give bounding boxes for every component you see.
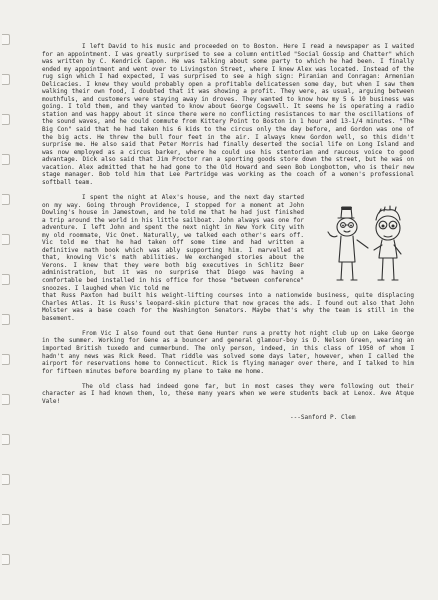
- paragraph-providence: I spent the night at Alex's house, and the next day started on my way. Going through Providence, I stopped for a moment at John Dowling's house in Jamestown, and he told me that he had just finished a trip around the world in his little sailboat. John always was one for adventure. I left John and spent the next night in New York City with my old roommate, Vic Onet. Naturally, we talked each other's ears off. Vic told me that he had taken off some time and had written a definitive math book which was ably supporting him. I marvelled at that, knowing Vic's math abilities. We exchanged stories about the Verons. I knew that they were both big executives in Schlitz Beer administration, but it was no surprise that Diego was having a comfortable bed installed in his office for those "between conference" snoozes. I laughed when Vic told me: [42, 193, 304, 292]
- binder-hole: [2, 474, 10, 485]
- paragraph-with-cartoon: [42, 194, 414, 292]
- binder-holes: [2, 0, 14, 600]
- paragraph-lake-george: From Vic I also found out that Gene Hunter runs a pretty hot night club up on Lake George in the summer. Working for Gene as a bouncer and general glamour-boy is D. Nelson Green, wearing an imported British tuxedo and cummerbund. The only person, indeed, in this class of 1950 of whom I hadn't any news was Rick Reed. That riddle was solved some days later, however, when I called the airport for reservations home to Connecticut. Rick is flying manager over there, and I talked to him for fifteen minutes before boarding my plane to take me home.: [42, 329, 414, 375]
- binder-hole: [2, 394, 10, 405]
- paragraph-closing: The old class had indeed gone far, but in most cases they were following out their character as I had known them, lo, these many years when we were students back at Lenox. Ave Atque Vale!: [42, 382, 414, 405]
- binder-hole: [2, 434, 10, 445]
- binder-hole: [2, 514, 10, 525]
- binder-hole: [2, 154, 10, 165]
- paragraph-boston: I left David to his music and proceeded on to Boston. Here I read a newspaper as I waited for an appointment. I was greatly surprised to see a column entitled "Social Gossip and Chatter" which was written by C. Kendrick Capon. He was talking about some party to which he had been. I finally ended my appointment and went over to Livingston Street, where I knew Alex was located. Instead of the rug sign which I had expected, I was surprised to see a high sign: Piranian and Conragan: Armenian Delicacies. I knew they would probably open a profitable delicatessen some day, but when I saw them walking their own food, I doubted that it was showing a profit. They were, as usual, arguing between mouthfuls, and customers were staying away in droves. They wanted to know how my 5 & 10 business was going. I told them, and they wanted to know about George Cogswell. It seems he is operating a radio station and was happy about it since there were no conflicting resistances to mar the oscillations of the sound waves, and he could commute from Kittery Point to Boston in 1 hour and 13-1/4 minutes. "The Big Con" said that he had taken his 6 kids to the circus only the day before, and Gordon was one of the big acts. He threw the bull four feet in the air. I always knew Gordon well, so this didn't surprise me. He also said that Peter Morris had finally deserted the social life on Long Island and was now employed as a circus barker, where he could use his stentorian and raucous voice to good advantage. Dick also said that Jim Proctor ran a sporting goods store down the street, but he was on vacation. Alex admitted that he had gone to the Old Howard and seen Bob Longbottom, who is their new stage manager. Bob told him that Lee Partridge was working as the coach of a women's professional softball team.: [42, 43, 414, 186]
- paragraph-providence-continued: that Russ Paxton had built his weight-lifting courses into a nationwide business, quite displacing Charles Atlas. It is Russ's leopard-skin picture that now graces the ads. I found out also that John Molster was a base coach for the Washington Senators. Maybe that's why the team is still in the basement.: [42, 292, 414, 322]
- binder-hole: [2, 34, 10, 45]
- binder-hole: [2, 314, 10, 325]
- body-text: [42, 43, 414, 422]
- binder-hole: [2, 194, 10, 205]
- binder-hole: [2, 234, 10, 245]
- binder-hole: [2, 74, 10, 85]
- binder-hole: [2, 354, 10, 365]
- binder-hole: [2, 114, 10, 125]
- binder-hole: [2, 274, 10, 285]
- binder-hole: [2, 554, 10, 565]
- cartoon-illustration: [324, 198, 412, 288]
- signature: ---Sanford P. Clem: [290, 414, 356, 422]
